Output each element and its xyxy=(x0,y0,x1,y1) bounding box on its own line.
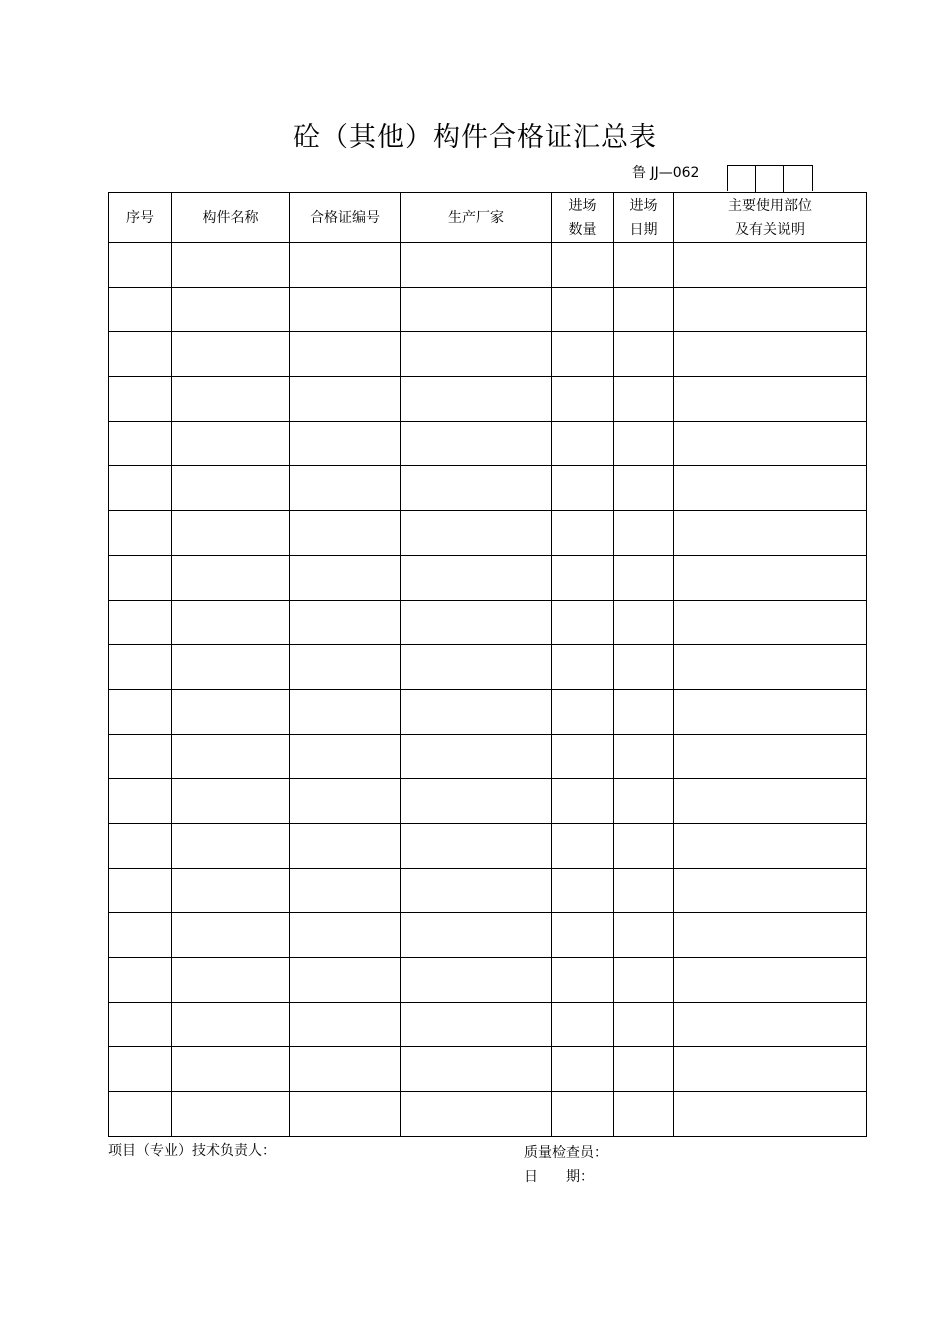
cell-certificate-number[interactable] xyxy=(290,645,401,690)
cell-entry-date[interactable] xyxy=(614,511,674,556)
cell-serial-number[interactable] xyxy=(109,958,172,1003)
cell-usage-location[interactable] xyxy=(674,332,867,377)
cell-entry-quantity[interactable] xyxy=(552,287,614,332)
cell-entry-date[interactable] xyxy=(614,1092,674,1137)
cell-manufacturer[interactable] xyxy=(401,913,552,958)
cell-certificate-number[interactable] xyxy=(290,734,401,779)
table-row xyxy=(109,779,867,824)
cell-entry-date[interactable] xyxy=(614,600,674,645)
cell-serial-number[interactable] xyxy=(109,332,172,377)
cell-entry-quantity[interactable] xyxy=(552,1047,614,1092)
cell-certificate-number[interactable] xyxy=(290,1092,401,1137)
cell-component-name[interactable] xyxy=(172,823,290,868)
cell-entry-quantity[interactable] xyxy=(552,734,614,779)
cell-serial-number[interactable] xyxy=(109,868,172,913)
cell-entry-quantity[interactable] xyxy=(552,332,614,377)
cell-certificate-number[interactable] xyxy=(290,421,401,466)
cell-usage-location[interactable] xyxy=(674,958,867,1003)
cell-entry-date[interactable] xyxy=(614,332,674,377)
cell-serial-number[interactable] xyxy=(109,645,172,690)
cell-component-name[interactable] xyxy=(172,377,290,422)
certificate-summary-table xyxy=(108,192,867,1137)
cell-certificate-number[interactable] xyxy=(290,243,401,288)
table-row xyxy=(109,243,867,288)
cell-component-name[interactable] xyxy=(172,555,290,600)
cell-manufacturer[interactable] xyxy=(401,779,552,824)
table-body xyxy=(109,243,867,1137)
cell-component-name[interactable] xyxy=(172,287,290,332)
cell-entry-quantity[interactable] xyxy=(552,600,614,645)
table-row xyxy=(109,377,867,422)
header-entry-date-line2: 日期 xyxy=(629,221,658,238)
cell-component-name[interactable] xyxy=(172,600,290,645)
table-row xyxy=(109,823,867,868)
cell-usage-location[interactable] xyxy=(674,421,867,466)
table-row xyxy=(109,287,867,332)
header-entry-quantity xyxy=(552,193,614,243)
cell-entry-quantity[interactable] xyxy=(552,1002,614,1047)
cell-serial-number[interactable] xyxy=(109,377,172,422)
cell-component-name[interactable] xyxy=(172,689,290,734)
cell-entry-quantity[interactable] xyxy=(552,868,614,913)
cell-serial-number[interactable] xyxy=(109,1002,172,1047)
cell-component-name[interactable] xyxy=(172,1092,290,1137)
cell-certificate-number[interactable] xyxy=(290,287,401,332)
cell-certificate-number[interactable] xyxy=(290,511,401,556)
header-usage-location-line1: 主要使用部位 xyxy=(728,197,812,214)
cell-serial-number[interactable] xyxy=(109,1092,172,1137)
cell-entry-date[interactable] xyxy=(614,868,674,913)
cell-serial-number[interactable] xyxy=(109,287,172,332)
cell-entry-date[interactable] xyxy=(614,645,674,690)
table-row xyxy=(109,913,867,958)
cell-usage-location[interactable] xyxy=(674,466,867,511)
cell-entry-date[interactable] xyxy=(614,377,674,422)
cell-component-name[interactable] xyxy=(172,421,290,466)
cell-usage-location[interactable] xyxy=(674,1092,867,1137)
cell-certificate-number[interactable] xyxy=(290,332,401,377)
cell-usage-location[interactable] xyxy=(674,287,867,332)
cell-manufacturer[interactable] xyxy=(401,555,552,600)
cell-usage-location[interactable] xyxy=(674,734,867,779)
code-box[interactable] xyxy=(756,166,784,192)
header-certificate-number: 合格证编号 xyxy=(290,193,401,243)
table-header-row xyxy=(109,193,867,243)
cell-component-name[interactable] xyxy=(172,243,290,288)
cell-component-name[interactable] xyxy=(172,1002,290,1047)
cell-certificate-number[interactable] xyxy=(290,377,401,422)
header-usage-location-line2: 及有关说明 xyxy=(735,221,805,238)
cell-usage-location[interactable] xyxy=(674,868,867,913)
code-box[interactable] xyxy=(728,166,756,192)
cell-serial-number[interactable] xyxy=(109,823,172,868)
header-usage-location xyxy=(674,193,867,243)
cell-manufacturer[interactable] xyxy=(401,868,552,913)
cell-component-name[interactable] xyxy=(172,645,290,690)
cell-entry-date[interactable] xyxy=(614,689,674,734)
cell-manufacturer[interactable] xyxy=(401,1047,552,1092)
cell-component-name[interactable] xyxy=(172,511,290,556)
form-code: 鲁 JJ—062 xyxy=(632,165,700,181)
cell-usage-location[interactable] xyxy=(674,913,867,958)
cell-usage-location[interactable] xyxy=(674,689,867,734)
cell-serial-number[interactable] xyxy=(109,1047,172,1092)
date-label: 日 期： xyxy=(524,1169,594,1185)
table-row xyxy=(109,1047,867,1092)
cell-manufacturer[interactable] xyxy=(401,466,552,511)
cell-certificate-number[interactable] xyxy=(290,1047,401,1092)
cell-manufacturer[interactable] xyxy=(401,823,552,868)
header-component-name: 构件名称 xyxy=(172,193,290,243)
cell-entry-quantity[interactable] xyxy=(552,1092,614,1137)
cell-entry-date[interactable] xyxy=(614,779,674,824)
cell-usage-location[interactable] xyxy=(674,1047,867,1092)
cell-manufacturer[interactable] xyxy=(401,511,552,556)
cell-usage-location[interactable] xyxy=(674,823,867,868)
table-row xyxy=(109,555,867,600)
cell-serial-number[interactable] xyxy=(109,689,172,734)
cell-entry-quantity[interactable] xyxy=(552,913,614,958)
cell-usage-location[interactable] xyxy=(674,1002,867,1047)
table-row xyxy=(109,466,867,511)
cell-component-name[interactable] xyxy=(172,466,290,511)
cell-entry-date[interactable] xyxy=(614,466,674,511)
cell-usage-location[interactable] xyxy=(674,600,867,645)
cell-serial-number[interactable] xyxy=(109,555,172,600)
cell-entry-date[interactable] xyxy=(614,734,674,779)
cell-usage-location[interactable] xyxy=(674,645,867,690)
table-row xyxy=(109,421,867,466)
cell-manufacturer[interactable] xyxy=(401,958,552,1003)
cell-serial-number[interactable] xyxy=(109,600,172,645)
cell-component-name[interactable] xyxy=(172,958,290,1003)
table-row xyxy=(109,1002,867,1047)
table-row xyxy=(109,689,867,734)
cell-entry-quantity[interactable] xyxy=(552,555,614,600)
cell-certificate-number[interactable] xyxy=(290,958,401,1003)
cell-entry-date[interactable] xyxy=(614,287,674,332)
cell-entry-quantity[interactable] xyxy=(552,689,614,734)
table-row xyxy=(109,1092,867,1137)
cell-manufacturer[interactable] xyxy=(401,689,552,734)
cell-certificate-number[interactable] xyxy=(290,868,401,913)
cell-certificate-number[interactable] xyxy=(290,913,401,958)
cell-certificate-number[interactable] xyxy=(290,466,401,511)
cell-certificate-number[interactable] xyxy=(290,555,401,600)
cell-entry-quantity[interactable] xyxy=(552,823,614,868)
table-row xyxy=(109,734,867,779)
cell-component-name[interactable] xyxy=(172,1047,290,1092)
tech-lead-signature-label: 项目（专业）技术负责人： xyxy=(108,1143,276,1159)
cell-serial-number[interactable] xyxy=(109,511,172,556)
cell-entry-quantity[interactable] xyxy=(552,243,614,288)
cell-entry-quantity[interactable] xyxy=(552,377,614,422)
cell-certificate-number[interactable] xyxy=(290,689,401,734)
cell-entry-date[interactable] xyxy=(614,1047,674,1092)
header-entry-quantity-line2: 数量 xyxy=(568,221,597,238)
table-row xyxy=(109,868,867,913)
cell-entry-quantity[interactable] xyxy=(552,958,614,1003)
header-manufacturer: 生产厂家 xyxy=(401,193,552,243)
cell-entry-quantity[interactable] xyxy=(552,511,614,556)
page-title: 砼（其他）构件合格证汇总表 xyxy=(293,122,657,153)
cell-serial-number[interactable] xyxy=(109,466,172,511)
cell-manufacturer[interactable] xyxy=(401,1092,552,1137)
cell-manufacturer[interactable] xyxy=(401,332,552,377)
table-row xyxy=(109,645,867,690)
cell-component-name[interactable] xyxy=(172,913,290,958)
cell-certificate-number[interactable] xyxy=(290,823,401,868)
table-row xyxy=(109,511,867,556)
cell-entry-date[interactable] xyxy=(614,243,674,288)
cell-usage-location[interactable] xyxy=(674,377,867,422)
cell-component-name[interactable] xyxy=(172,868,290,913)
cell-entry-date[interactable] xyxy=(614,555,674,600)
cell-entry-date[interactable] xyxy=(614,421,674,466)
cell-manufacturer[interactable] xyxy=(401,600,552,645)
cell-entry-date[interactable] xyxy=(614,913,674,958)
inspector-block xyxy=(524,1141,608,1189)
cell-manufacturer[interactable] xyxy=(401,421,552,466)
cell-manufacturer[interactable] xyxy=(401,645,552,690)
code-box[interactable] xyxy=(784,166,812,192)
header-entry-quantity-line1: 进场 xyxy=(568,197,597,214)
cell-manufacturer[interactable] xyxy=(401,243,552,288)
cell-serial-number[interactable] xyxy=(109,421,172,466)
table-row xyxy=(109,958,867,1003)
cell-component-name[interactable] xyxy=(172,779,290,824)
cell-certificate-number[interactable] xyxy=(290,1002,401,1047)
cell-component-name[interactable] xyxy=(172,332,290,377)
cell-entry-date[interactable] xyxy=(614,823,674,868)
cell-certificate-number[interactable] xyxy=(290,600,401,645)
cell-component-name[interactable] xyxy=(172,734,290,779)
cell-usage-location[interactable] xyxy=(674,243,867,288)
cell-serial-number[interactable] xyxy=(109,913,172,958)
inspector-signature-label: 质量检查员： xyxy=(524,1145,608,1161)
cell-usage-location[interactable] xyxy=(674,511,867,556)
cell-entry-quantity[interactable] xyxy=(552,466,614,511)
cell-certificate-number[interactable] xyxy=(290,779,401,824)
table-row xyxy=(109,332,867,377)
cell-manufacturer[interactable] xyxy=(401,287,552,332)
cell-manufacturer[interactable] xyxy=(401,734,552,779)
cell-usage-location[interactable] xyxy=(674,779,867,824)
cell-manufacturer[interactable] xyxy=(401,1002,552,1047)
cell-entry-quantity[interactable] xyxy=(552,779,614,824)
cell-entry-date[interactable] xyxy=(614,1002,674,1047)
cell-entry-quantity[interactable] xyxy=(552,645,614,690)
header-entry-date xyxy=(614,193,674,243)
cell-entry-date[interactable] xyxy=(614,958,674,1003)
code-boxes xyxy=(727,165,813,191)
cell-manufacturer[interactable] xyxy=(401,377,552,422)
cell-usage-location[interactable] xyxy=(674,555,867,600)
header-entry-date-line1: 进场 xyxy=(629,197,658,214)
cell-entry-quantity[interactable] xyxy=(552,421,614,466)
header-serial-number: 序号 xyxy=(109,193,172,243)
table-row xyxy=(109,600,867,645)
cell-serial-number[interactable] xyxy=(109,243,172,288)
cell-serial-number[interactable] xyxy=(109,734,172,779)
cell-serial-number[interactable] xyxy=(109,779,172,824)
